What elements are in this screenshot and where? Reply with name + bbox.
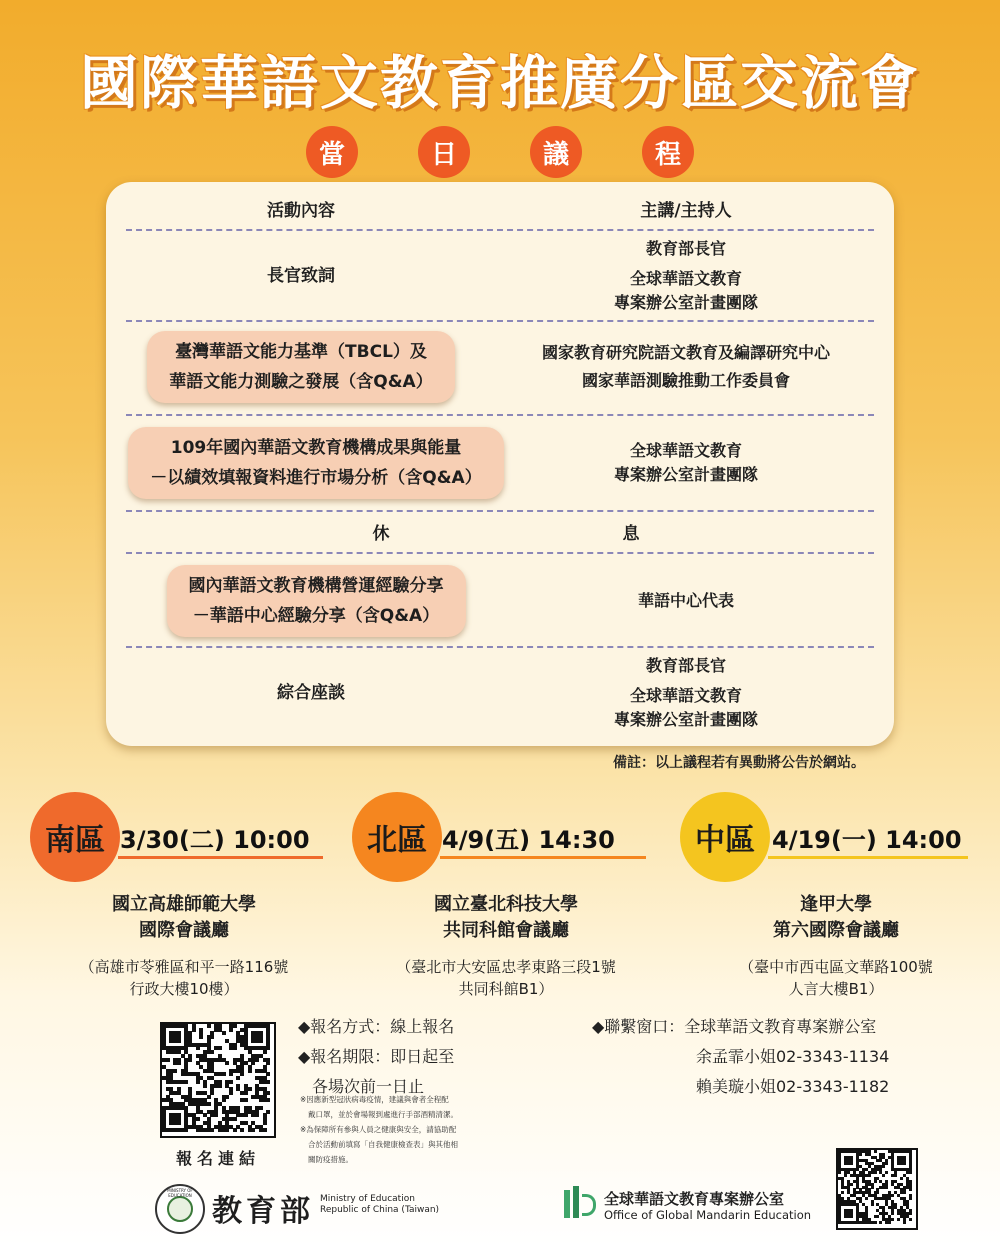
region-date: 4/19(一) 14:00 (772, 826, 962, 854)
activity-text: 華語文能力測驗之發展（含Q&A） (169, 372, 433, 392)
qr-module (229, 1072, 233, 1076)
qr-module (177, 1061, 181, 1065)
qr-module (229, 1080, 233, 1084)
address-line: （高雄市苓雅區和平一路116號 (79, 958, 289, 976)
speaker-text: 教育部長官 (645, 239, 726, 258)
qr-module (891, 1218, 894, 1221)
divider (126, 510, 874, 512)
divider (126, 646, 874, 648)
speaker-text: 國家華語測驗推動工作委員會 (581, 371, 790, 390)
venue-line: 共同科館會議廳 (443, 920, 569, 941)
speaker-text: 專案辦公室計畫團隊 (613, 293, 758, 312)
divider (126, 414, 874, 416)
qr-module (203, 1084, 207, 1088)
qr-module (903, 1162, 906, 1165)
agenda-row (106, 650, 894, 736)
qr-module (894, 1174, 897, 1177)
qr-module (173, 1069, 177, 1073)
speaker-cell (496, 650, 876, 736)
region-badge: 南區 (30, 792, 120, 882)
moe-seal-icon (155, 1184, 205, 1234)
qr-module (259, 1039, 263, 1043)
moe-name: 教育部 (212, 1194, 314, 1229)
qr-module (850, 1162, 853, 1165)
qr-module (909, 1171, 912, 1174)
moe-en-line: Republic of China (Taiwan) (320, 1205, 440, 1215)
agenda-header (106, 196, 894, 226)
qr-module (184, 1080, 188, 1084)
qr-module (188, 1058, 192, 1062)
qr-module (248, 1069, 252, 1073)
qr-module (210, 1035, 214, 1039)
notice-line: ※為保障所有參與人員之健康與安全，請協助配 (300, 1125, 457, 1134)
region-underline (440, 856, 646, 859)
speaker-text: 全球華語文教育 (629, 686, 742, 705)
activity-cell (106, 650, 516, 736)
qr-module (874, 1221, 877, 1224)
activity-text: 國內華語文教育機構營運經驗分享 (188, 576, 444, 596)
region-address (34, 956, 334, 1000)
moe-english (320, 1194, 439, 1216)
speaker-cell (496, 328, 876, 406)
qr-module (251, 1128, 255, 1132)
header-speaker: 主講/主持人 (640, 201, 732, 221)
venue-line: 國際會議廳 (139, 920, 229, 941)
agenda-row (106, 234, 894, 318)
address-line: 共同科館B1） (458, 980, 554, 998)
subtitle-char: 當 (306, 126, 358, 178)
venue-line: 第六國際會議廳 (773, 920, 899, 941)
qr-module (897, 1218, 900, 1221)
qr-module (838, 1171, 841, 1174)
qr-module (255, 1058, 259, 1062)
qr-module (263, 1121, 267, 1125)
qr-module (177, 1039, 181, 1043)
agenda-row (106, 558, 894, 644)
region-underline (118, 856, 323, 859)
qr-module (903, 1191, 906, 1194)
qr-module (218, 1084, 222, 1088)
region-badge: 北區 (352, 792, 442, 882)
qr-module (166, 1058, 170, 1062)
agenda-row (106, 328, 894, 406)
address-line: （臺中市西屯區文華路100號 (739, 958, 933, 976)
qr-module (874, 1180, 877, 1183)
speaker-text: 專案辦公室計畫團隊 (613, 465, 758, 484)
speaker-text: 國家教育研究院語文教育及編譯研究中心 (541, 343, 830, 362)
activity-pill (147, 331, 454, 403)
subtitle-char: 程 (642, 126, 694, 178)
qr-module (248, 1087, 252, 1091)
qr-module (244, 1113, 248, 1117)
qr-module (844, 1174, 847, 1177)
registration-info (298, 1012, 454, 1102)
qr-module (244, 1098, 248, 1102)
activity-text: －以績效填報資料進行市場分析（含Q&A） (150, 468, 482, 488)
qr-module (874, 1150, 877, 1153)
address-line: 行政大樓10樓） (129, 980, 239, 998)
region-badge: 中區 (680, 792, 770, 882)
qr-module (263, 1128, 267, 1132)
qr-module (210, 1091, 214, 1095)
qr-module (882, 1165, 885, 1168)
contact-person: 賴美璇小姐02-3343-1182 (696, 1077, 890, 1096)
speaker-text: 華語中心代表 (637, 591, 734, 610)
qr-module (196, 1080, 200, 1084)
moe-seal-text: MINISTRY OF EDUCATION (167, 1188, 193, 1198)
register-deadline: ◆報名期限：即日起至 (298, 1047, 455, 1066)
qr-module (903, 1221, 906, 1224)
region-address (686, 956, 986, 1000)
header-activity: 活動內容 (267, 201, 335, 221)
qr-module (891, 1194, 894, 1197)
qr-module (192, 1028, 196, 1032)
qr-module (229, 1091, 233, 1095)
qr-module (909, 1197, 912, 1200)
qr-module (266, 1110, 270, 1114)
venue-line: 國立臺北科技大學 (434, 894, 578, 915)
qr-module (885, 1186, 888, 1189)
qr-module (900, 1177, 903, 1180)
speaker-cell (496, 234, 876, 318)
activity-text: －華語中心經驗分享（含Q&A） (192, 606, 440, 626)
qr-module (850, 1183, 853, 1186)
region-date: 4/9(五) 14:30 (442, 826, 615, 854)
qr-module (891, 1212, 894, 1215)
qr-module (909, 1218, 912, 1221)
qr-module (233, 1128, 237, 1132)
qr-module (263, 1050, 267, 1054)
qr-module (222, 1098, 226, 1102)
qr-module (882, 1174, 885, 1177)
notice-line: ※因應新型冠狀病毒疫情，建議與會者全程配 (300, 1095, 449, 1104)
speaker-text: 全球華語文教育 (629, 269, 742, 288)
ogme-english: Office of Global Mandarin Education (604, 1208, 812, 1222)
contact-info (592, 1012, 889, 1102)
qr-module (210, 1128, 214, 1132)
register-method: ◆報名方式：線上報名 (298, 1017, 455, 1036)
activity-cell (106, 234, 496, 318)
qr-module (199, 1035, 203, 1039)
qr-module (266, 1091, 270, 1095)
venue-line: 逢甲大學 (800, 894, 872, 915)
qr-module (266, 1046, 270, 1050)
venue-line: 國立高雄師範大學 (112, 894, 256, 915)
qr-module (233, 1117, 237, 1121)
region-address (356, 956, 656, 1000)
qr-module (244, 1091, 248, 1095)
qr-module (177, 1121, 181, 1125)
qr-module (225, 1061, 229, 1065)
qr-module (874, 1171, 877, 1174)
qr-module (841, 1191, 844, 1194)
qr-module (240, 1072, 244, 1076)
activity-text: 臺灣華語文能力基準（TBCL）及 (175, 342, 427, 362)
break-left: 休 (372, 524, 390, 544)
agenda-table (106, 182, 894, 746)
qr-module (207, 1095, 211, 1099)
region-venue (34, 892, 334, 944)
address-line: （臺北市大安區忠孝東路三段1號 (396, 958, 616, 976)
qr-module (233, 1046, 237, 1050)
region-venue (686, 892, 986, 944)
qr-module (184, 1128, 188, 1132)
covid-notice (300, 1092, 458, 1167)
qr-module (266, 1072, 270, 1076)
qr-module (876, 1215, 879, 1218)
activity-cell (106, 328, 496, 406)
ogme-logo-icon (562, 1186, 600, 1222)
contact-person: 余孟霏小姐02-3343-1134 (696, 1047, 890, 1066)
speaker-cell (496, 422, 876, 504)
subtitle-char: 日 (418, 126, 470, 178)
qr-module (233, 1024, 237, 1028)
qr-module (885, 1162, 888, 1165)
qr-module (879, 1221, 882, 1224)
activity-text: 綜合座談 (277, 683, 345, 703)
qr-module (225, 1095, 229, 1099)
activity-text: 長官致詞 (267, 266, 335, 286)
qr-module (909, 1188, 912, 1191)
divider (126, 320, 874, 322)
speaker-text: 教育部長官 (645, 656, 726, 675)
activity-pill (167, 565, 466, 637)
divider (126, 552, 874, 554)
contact-label: ◆聯繫窗口：全球華語文教育專案辦公室 (592, 1017, 877, 1036)
qr-module (207, 1024, 211, 1028)
qr-module (255, 1113, 259, 1117)
qr-module (885, 1171, 888, 1174)
qr-module (259, 1106, 263, 1110)
page-title: 國際華語文教育推廣分區交流會 (79, 49, 920, 117)
qr-module (229, 1028, 233, 1032)
qr-module (214, 1113, 218, 1117)
qr-module (222, 1072, 226, 1076)
activity-cell (106, 422, 526, 504)
qr-module (876, 1191, 879, 1194)
qr-label: 報名連結 (175, 1149, 260, 1168)
qr-module (888, 1221, 891, 1224)
agenda-note: 備註：以上議程若有異動將公告於網站。 (613, 755, 865, 771)
registration-qr-code[interactable] (160, 1022, 276, 1138)
register-deadline-cont: 各場次前一日止 (312, 1077, 425, 1096)
divider (126, 229, 874, 231)
activity-cell (106, 558, 526, 644)
speaker-cell (496, 558, 876, 644)
qr-module (251, 1061, 255, 1065)
notice-line: 合於活動前填寫「自我健康檢查表」與其他相 (308, 1140, 458, 1149)
activity-pill (128, 427, 503, 499)
qr-module (218, 1046, 222, 1050)
qr-module (225, 1128, 229, 1132)
qr-module (850, 1215, 853, 1218)
qr-module (196, 1046, 200, 1050)
qr-module (210, 1050, 214, 1054)
subtitle-char: 議 (530, 126, 582, 178)
qr-module (871, 1203, 874, 1206)
qr-module (207, 1102, 211, 1106)
qr-module (240, 1128, 244, 1132)
activity-text: 109年國內華語文教育機構成果與能量 (170, 438, 462, 458)
region-venue (356, 892, 656, 944)
qr-module (266, 1080, 270, 1084)
notice-line: 關防疫措施。 (308, 1155, 353, 1164)
qr-module (266, 1061, 270, 1065)
region-date: 3/30(二) 10:00 (120, 826, 310, 854)
speaker-text: 全球華語文教育 (629, 441, 742, 460)
address-line: 人言大樓B1） (788, 980, 884, 998)
break-right: 息 (622, 524, 640, 544)
qr-module (266, 1098, 270, 1102)
website-qr-code[interactable] (836, 1148, 918, 1230)
qr-module (868, 1174, 871, 1177)
qr-module (871, 1186, 874, 1189)
qr-module (909, 1212, 912, 1215)
moe-en-line: Ministry of Education (320, 1194, 415, 1204)
subtitle-agenda (0, 126, 1000, 178)
agenda-row (106, 422, 894, 504)
qr-module (222, 1031, 226, 1035)
qr-module (196, 1117, 200, 1121)
speaker-text: 專案辦公室計畫團隊 (613, 710, 758, 729)
agenda-row-break (106, 516, 894, 552)
qr-module (865, 1197, 868, 1200)
qr-module (236, 1076, 240, 1080)
qr-module (859, 1153, 862, 1156)
ogme-name: 全球華語文教育專案辦公室 (604, 1190, 785, 1208)
notice-line: 戴口罩，並於會場報到處進行手部酒精清潔。 (308, 1110, 458, 1119)
region-underline (768, 856, 968, 859)
